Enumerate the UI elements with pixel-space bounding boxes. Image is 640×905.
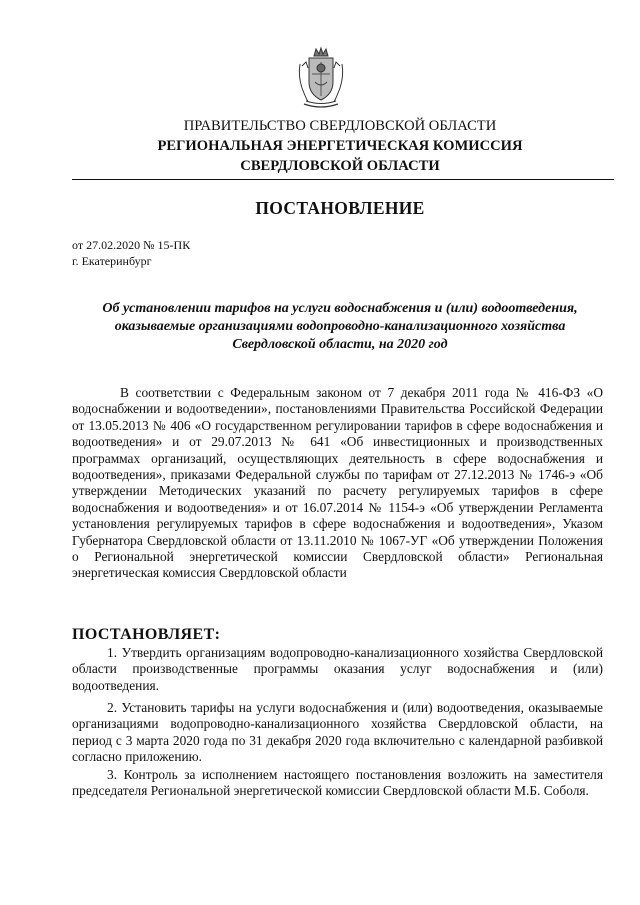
government-name: ПРАВИТЕЛЬСТВО СВЕРДЛОВСКОЙ ОБЛАСТИ bbox=[183, 118, 497, 134]
coat-of-arms-icon bbox=[296, 46, 346, 110]
commission-name: РЕГИОНАЛЬНАЯ ЭНЕРГЕТИЧЕСКАЯ КОМИССИЯ bbox=[157, 138, 523, 154]
document-title: ПОСТАНОВЛЕНИЕ bbox=[255, 198, 425, 218]
subject-line: Об установлении тарифов на услуги водоснабжения и (или) водоотведения, bbox=[102, 301, 578, 316]
document-city: г. Екатеринбург bbox=[72, 254, 152, 268]
preamble-paragraph: В соответствии с Федеральным законом от 7 декабря 2011 года № 416-ФЗ «О водоснабжении и водоотведении», постановлениями Правительства Российской Федерации от 13.05.2013 № 406 «О государственном регулировании тарифов в сфере водоснабжения и водоотведения» и от 29.07.2013 № 641 «Об инвестиционных и производственных программах организаций, осуществляющих деятельность в сфере водоснабжения и водоотведения», приказами Федеральной службы по тарифам от 27.12.2013 № 1746-э «Об утверждении Методических указаний по расчету регулируемых тарифов в сфере водоснабжения и водоотведения» и от 16.07.2014 № 1154-э «Об утверждении Регламента установления регулируемых тарифов в сфере водоснабжения и водоотведения», Указом Губернатора Свердловской области от 13.11.2010 № 1067-УГ «Об утверждении Положения о Региональной энергетической комиссии Свердловской области» Региональная энергетическая комиссия Свердловской области bbox=[72, 385, 603, 581]
subject-line: Свердловской области, на 2020 год bbox=[232, 337, 448, 352]
resolve-heading: ПОСТАНОВЛЯЕТ: bbox=[72, 626, 221, 643]
document-date-number: от 27.02.2020 № 15-ПК bbox=[72, 238, 191, 252]
header-divider bbox=[72, 179, 614, 180]
resolution-item: 2. Установить тарифы на услуги водоснабжения и (или) водоотведения, оказываемые организациями водопроводно-канализационного хозяйства Свердловской области, на период с 3 марта 2020 года по 31 декабря 2020 года включительно с календарной разбивкой согласно приложению. bbox=[72, 700, 603, 765]
commission-region: СВЕРДЛОВСКОЙ ОБЛАСТИ bbox=[240, 158, 440, 174]
document-subject bbox=[72, 300, 608, 354]
resolution-item: 3. Контроль за исполнением настоящего постановления возложить на заместителя председателя Региональной энергетической комиссии Свердловской области М.Б. Соболя. bbox=[72, 767, 603, 799]
resolution-item: 1. Утвердить организациям водопроводно-канализационного хозяйства Свердловской области производственные программы оказания услуг водоснабжения и (или) водоотведения. bbox=[72, 645, 603, 693]
subject-line: оказываемые организациями водопроводно-канализационного хозяйства bbox=[114, 319, 566, 334]
